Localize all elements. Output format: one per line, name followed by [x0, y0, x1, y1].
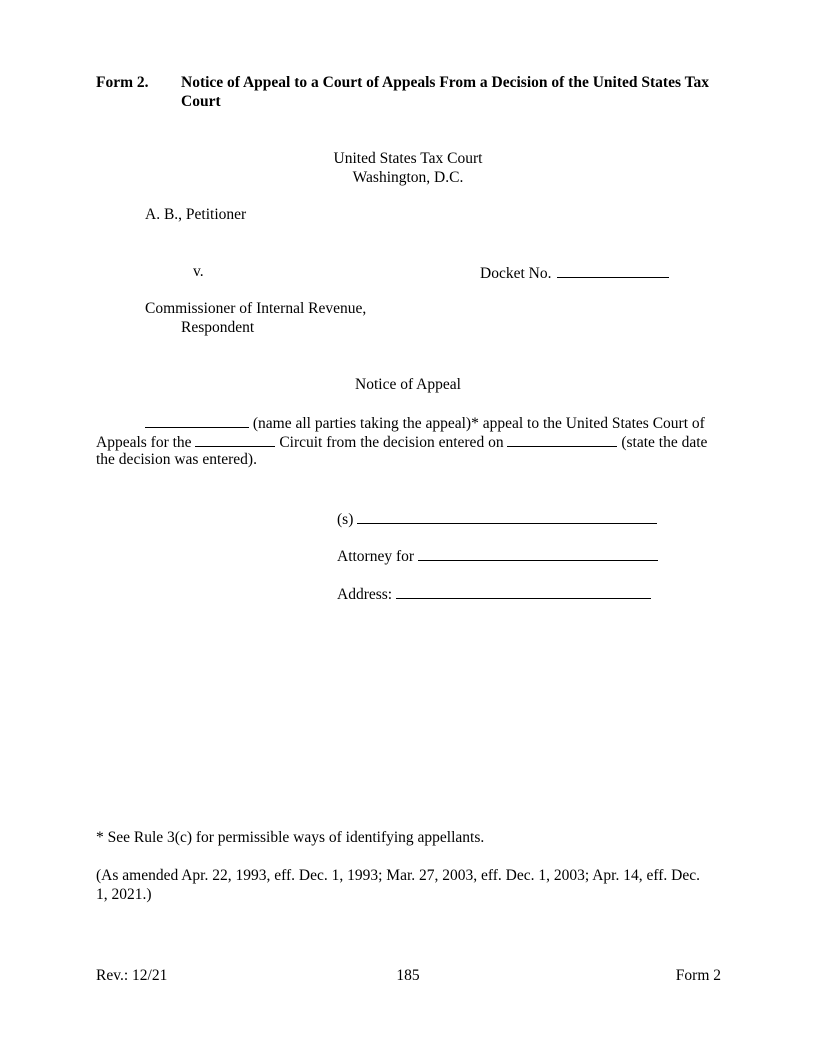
attorney-for-blank[interactable] [418, 546, 658, 561]
footer-form-label: Form 2 [675, 967, 721, 984]
signature-label: (s) [337, 511, 354, 528]
court-name: United States Tax Court [333, 150, 483, 167]
footer-revision: Rev.: 12/21 [96, 967, 168, 984]
form-title-line2: Court [181, 93, 221, 110]
decision-date-blank[interactable] [507, 432, 617, 447]
address-blank[interactable] [396, 584, 651, 599]
respondent-line2: Respondent [181, 319, 255, 336]
docket-label: Docket No. [480, 265, 552, 282]
notice-text-part2: Appeals for the [96, 434, 192, 451]
docket-number-field [480, 263, 669, 283]
versus: v. [193, 263, 204, 280]
circuit-blank[interactable] [195, 432, 275, 447]
notice-text-part4: (state the date [621, 434, 708, 451]
footnote: * See Rule 3(c) for permissible ways of identifying appellants. [96, 829, 485, 846]
amendment-history-line2: 1, 2021.) [96, 886, 152, 903]
parties-blank[interactable] [145, 413, 249, 428]
attorney-for-label: Attorney for [337, 548, 415, 565]
respondent-line1: Commissioner of Internal Revenue, [145, 300, 367, 317]
address-label: Address: [337, 586, 393, 603]
notice-text-part5: the decision was entered). [96, 451, 257, 468]
notice-heading: Notice of Appeal [355, 376, 461, 393]
notice-text-part1: (name all parties taking the appeal)* appeal to the United States Court of [252, 415, 705, 432]
signature-blank[interactable] [357, 509, 657, 524]
notice-line2 [96, 432, 707, 452]
form-title-line1: Notice of Appeal to a Court of Appeals From a Decision of the United States Tax [181, 74, 709, 91]
notice-text-part3: Circuit from the decision entered on [279, 434, 504, 451]
address-line [337, 584, 651, 604]
footer-page-number: 185 [396, 967, 420, 984]
court-location: Washington, D.C. [352, 169, 464, 186]
signature-line [337, 509, 657, 529]
docket-number-blank[interactable] [557, 263, 669, 278]
amendment-history-line1: (As amended Apr. 22, 1993, eff. Dec. 1, 1993; Mar. 27, 2003, eff. Dec. 1, 2003; Apr. 14, eff. Dec. [96, 867, 700, 884]
form-number: Form 2. [96, 74, 149, 91]
notice-line1 [145, 413, 705, 433]
petitioner: A. B., Petitioner [145, 206, 247, 223]
attorney-for-line [337, 546, 658, 566]
